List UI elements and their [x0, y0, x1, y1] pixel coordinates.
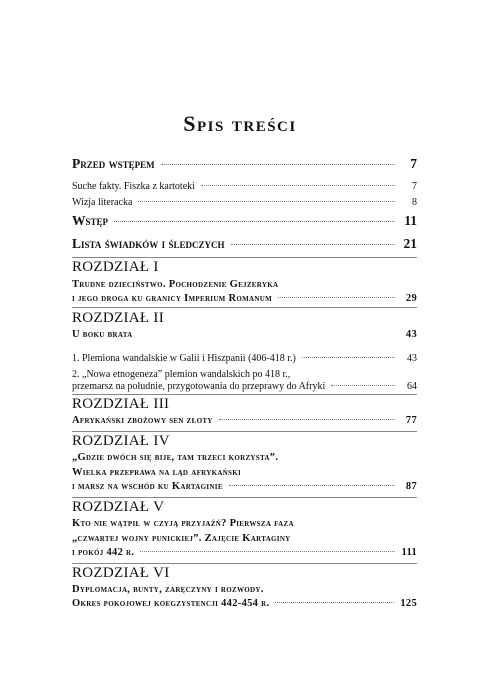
dot-leader [201, 185, 395, 186]
toc-entry-page: 77 [405, 415, 417, 426]
divider [72, 307, 417, 308]
chapter-heading: ROZDZIAŁ I [72, 259, 159, 275]
chapter-title-line: Kto nie wątpił w czyją przyjaźń? Pierwsza faza [72, 518, 294, 529]
toc-entry-label: Okres pokojowej koegzystencji 442-454 r. [72, 598, 270, 609]
toc-entry-page: 111 [401, 547, 417, 558]
dot-leader [140, 551, 395, 552]
chapter-title-last-line [72, 598, 417, 609]
toc-entry-label: Wizja literacka [72, 197, 133, 208]
toc-entry-page: 29 [405, 293, 417, 304]
subchapter-line: 2. „Nowa etnogeneza” plemion wandalskich po 418 r., [72, 369, 291, 380]
chapter-heading: ROZDZIAŁ V [72, 499, 165, 515]
toc-entry-label: i pokój 442 r. [72, 547, 135, 558]
toc-entry-label: U boku brata [72, 329, 133, 340]
chapter-heading: ROZDZIAŁ II [72, 310, 165, 326]
dot-leader [229, 485, 395, 486]
toc-entry-page: 21 [403, 236, 417, 251]
toc-entry-wstep [72, 213, 417, 229]
toc-entry-suche-fakty [72, 181, 417, 192]
dot-leader [275, 602, 394, 603]
toc-entry-label: i marsz na wschód ku Kartaginie [72, 481, 223, 492]
chapter-heading: ROZDZIAŁ IV [72, 433, 170, 449]
toc-entry-page: 43 [405, 329, 417, 340]
page-title: Spis treści [183, 111, 297, 136]
dot-leader [138, 201, 395, 202]
dot-leader [331, 385, 395, 386]
dot-leader [114, 221, 395, 222]
toc-entry-label: Lista świadków i śledczych [72, 236, 225, 251]
toc-entry-lista [72, 236, 417, 252]
divider [72, 431, 417, 432]
chapter-title-last-line [72, 329, 417, 340]
chapter-title-last-line [72, 415, 417, 426]
toc-entry-page: 11 [404, 213, 417, 228]
toc-entry-label: Suche fakty. Fiszka z kartoteki [72, 181, 195, 192]
divider [72, 497, 417, 498]
subchapter-entry [72, 381, 417, 392]
toc-entry-page: 87 [405, 481, 417, 492]
dot-leader [161, 164, 395, 165]
chapter-heading: ROZDZIAŁ VI [72, 565, 170, 581]
toc-entry-label: przemarsz na południe, przygotowania do przeprawy do Afryki [72, 381, 326, 392]
toc-entry-label: Przed wstępem [72, 156, 155, 171]
dot-leader [278, 297, 395, 298]
chapter-title-line: Dyplomacja, bunty, zaręczyny i rozwody. [72, 584, 264, 595]
toc-entry-page: 7 [410, 156, 417, 171]
divider [72, 394, 417, 395]
divider [72, 257, 417, 258]
chapter-title-line: „czwartej wojny punickiej”. Zajęcie Kartaginy [72, 533, 291, 544]
chapter-title-line: Wielka przeprawa na ląd afrykański [72, 467, 242, 478]
toc-entry-label: Afrykański zbożowy sen złoty [72, 415, 213, 426]
chapter-title-last-line [72, 547, 417, 558]
chapter-title-line: Trudne dzieciństwo. Pochodzenie Gejzeryka [72, 279, 279, 290]
chapter-title-line: „Gdzie dwóch się bije, tam trzeci korzysta”. [72, 452, 279, 463]
toc-entry-page: 43 [407, 353, 417, 364]
toc-entry-wizja [72, 197, 417, 208]
toc-entry-label: Wstęp [72, 213, 109, 228]
chapter-title-last-line [72, 293, 417, 304]
chapter-title-last-line [72, 481, 417, 492]
toc-entry-page: 64 [407, 381, 417, 392]
toc-entry-label: i jego droga ku granicy Imperium Romanum [72, 293, 273, 304]
chapter-heading: ROZDZIAŁ III [72, 396, 170, 412]
dot-leader [302, 357, 395, 358]
toc-entry-page: 8 [412, 197, 417, 208]
subchapter-entry [72, 353, 417, 364]
toc-entry-przed-wstepem [72, 156, 417, 172]
toc-entry-label: 1. Plemiona wandalskie w Galii i Hiszpanii (406-418 r.) [72, 353, 296, 364]
divider [72, 563, 417, 564]
dot-leader [231, 244, 396, 245]
toc-entry-page: 125 [400, 598, 417, 609]
dot-leader [219, 419, 395, 420]
toc-entry-page: 7 [412, 181, 417, 192]
